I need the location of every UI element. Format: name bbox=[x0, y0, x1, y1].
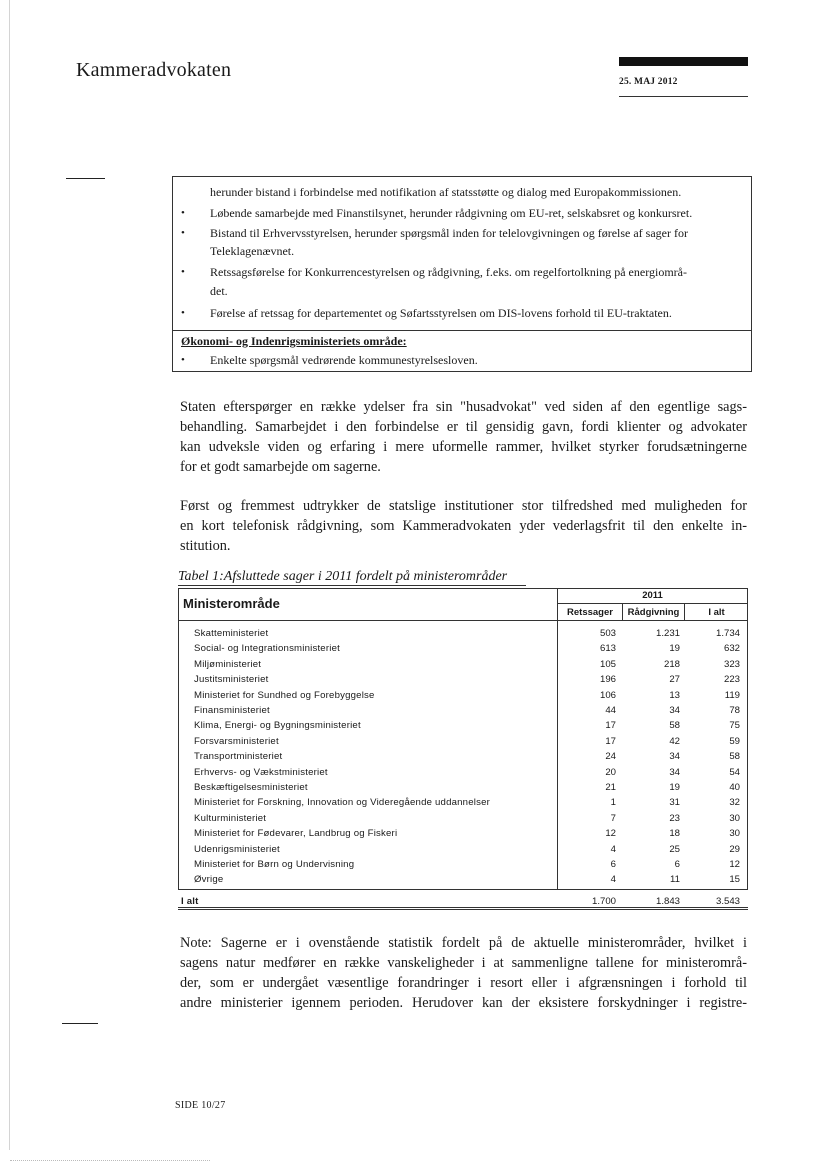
ministry-name: Transportministeriet bbox=[194, 751, 283, 763]
header-bar bbox=[619, 57, 748, 66]
total-label: I alt bbox=[181, 896, 199, 907]
list-item-text: Retssagsførelse for Konkurrencestyrelsen og rådgivning, f.eks. om regelfortolkning på energiområ- bbox=[210, 265, 687, 279]
ministry-name: Beskæftigelsesministeriet bbox=[194, 782, 308, 793]
cell-raadgivning: 13 bbox=[669, 689, 680, 701]
scan-edge-dots bbox=[10, 1160, 210, 1161]
list-item-text: Førelse af retssag for departementet og Søfartsstyrelsen om DIS-lovens forhold til EU-traktaten. bbox=[210, 306, 672, 320]
ministry-name: Ministeriet for Forskning, Innovation og Videregående uddannelser bbox=[194, 797, 491, 809]
cell-raadgivning: 1.231 bbox=[655, 628, 680, 639]
cell-retssager: 503 bbox=[599, 628, 616, 639]
cell-ialt: 223 bbox=[723, 674, 740, 686]
scan-edge-line bbox=[9, 0, 10, 1150]
header-date: 25. MAJ 2012 bbox=[619, 77, 678, 87]
caption-underline bbox=[178, 585, 526, 586]
table-year-header: 2011 bbox=[642, 590, 663, 601]
cell-ialt: 58 bbox=[729, 751, 740, 763]
cell-raadgivning: 25 bbox=[669, 843, 680, 855]
margin-mark bbox=[66, 178, 105, 179]
table-header-rule bbox=[178, 620, 748, 621]
total-retssager: 1.700 bbox=[591, 896, 616, 907]
total-raadgivning: 1.843 bbox=[655, 896, 680, 907]
page-number: SIDE 10/27 bbox=[175, 1100, 226, 1111]
list-item-text: herunder bistand i forbindelse med notifikation af statsstøtte og dialog med Europakommissionen. bbox=[210, 185, 682, 199]
cell-raadgivning: 27 bbox=[669, 674, 680, 686]
ministry-name: Klima, Energi- og Bygningsministeriet bbox=[194, 720, 361, 732]
cell-raadgivning: 34 bbox=[669, 766, 680, 778]
cell-raadgivning: 18 bbox=[669, 828, 680, 840]
cell-raadgivning: 42 bbox=[669, 735, 680, 747]
cell-ialt: 632 bbox=[723, 643, 740, 655]
cell-ialt: 40 bbox=[729, 782, 740, 793]
cell-raadgivning: 58 bbox=[669, 720, 680, 732]
cell-retssager: 613 bbox=[599, 643, 616, 655]
list-item-text: Bistand til Erhvervsstyrelsen, herunder spørgsmål inden for telelovgivningen og førelse af sager for bbox=[210, 226, 688, 240]
paragraph-line: Note: Sagerne er i ovenstående statistik fordelt på de aktuelle ministerområder, hvilket i bbox=[180, 935, 747, 951]
ministry-name: Erhvervs- og Vækstministeriet bbox=[194, 766, 328, 778]
cell-ialt: 12 bbox=[729, 859, 740, 870]
cell-retssager: 1 bbox=[610, 797, 616, 809]
cell-retssager: 105 bbox=[599, 658, 616, 670]
paragraph-line: stitution. bbox=[180, 538, 231, 554]
paragraph-line: for et godt samarbejde om sagerne. bbox=[180, 459, 381, 475]
table-caption: Tabel 1:Afsluttede sager i 2011 fordelt på ministerområder bbox=[178, 569, 508, 584]
cell-retssager: 4 bbox=[610, 843, 616, 855]
paragraph-line: Staten efterspørger en række ydelser fra sin "husadvokat" ved siden af den egentlige sags- bbox=[180, 399, 747, 415]
margin-mark bbox=[62, 1023, 98, 1024]
cell-retssager: 44 bbox=[605, 705, 616, 716]
box-section-heading: Økonomi- og Indenrigsministeriets område: bbox=[181, 334, 407, 348]
ministry-name: Forsvarsministeriet bbox=[194, 735, 279, 747]
ministry-name: Ministeriet for Sundhed og Forebyggelse bbox=[194, 689, 375, 701]
cell-retssager: 7 bbox=[610, 812, 616, 824]
cell-raadgivning: 218 bbox=[663, 658, 680, 670]
bullet-icon: • bbox=[181, 266, 185, 278]
cell-retssager: 17 bbox=[605, 735, 616, 747]
ministry-name: Finansministeriet bbox=[194, 705, 270, 716]
cell-retssager: 24 bbox=[605, 751, 616, 763]
paragraph-line: der, som er undergået væsentlige forandringer i resort eller i afgrænsningen i forhold til bbox=[180, 975, 747, 991]
paragraph-line: sagens natur medfører en række vanskeligheder i at sammenligne tallene for ministerområ- bbox=[180, 955, 747, 971]
paragraph-line: Først og fremmest udtrykker de statslige institutioner stor tilfredshed med muligheden for bbox=[180, 498, 747, 514]
cell-retssager: 17 bbox=[605, 720, 616, 732]
cell-raadgivning: 19 bbox=[669, 643, 680, 655]
ministry-name: Ministeriet for Børn og Undervisning bbox=[194, 859, 355, 870]
column-header-ialt: I alt bbox=[708, 607, 725, 618]
cell-raadgivning: 34 bbox=[669, 751, 680, 763]
list-item-text: det. bbox=[210, 284, 228, 298]
header-rule bbox=[619, 96, 748, 97]
paragraph-line: kan udveksle viden og erfaring i mere uformelle rammer, hvilket styrker forudsætningerne bbox=[180, 439, 747, 455]
cell-ialt: 59 bbox=[729, 735, 740, 747]
ministry-name: Miljøministeriet bbox=[194, 658, 262, 670]
cell-ialt: 75 bbox=[729, 720, 740, 732]
cell-raadgivning: 11 bbox=[670, 874, 680, 886]
cell-retssager: 20 bbox=[605, 766, 616, 778]
cell-raadgivning: 19 bbox=[669, 782, 680, 793]
cell-raadgivning: 6 bbox=[674, 859, 680, 870]
list-item-text: Enkelte spørgsmål vedrørende kommunestyrelsesloven. bbox=[210, 353, 478, 367]
cell-ialt: 1.734 bbox=[715, 628, 740, 639]
total-ialt: 3.543 bbox=[715, 896, 740, 907]
column-header-raadgivning: Rådgivning bbox=[627, 607, 680, 618]
paragraph-line: en kort telefonisk rådgivning, som Kammeradvokaten yder vederlagsfrit til den enkelte in- bbox=[180, 518, 747, 534]
paragraph bbox=[180, 496, 747, 556]
ministry-name: Skatteministeriet bbox=[194, 628, 269, 639]
ministry-name: Ministeriet for Fødevarer, Landbrug og Fiskeri bbox=[194, 828, 398, 840]
list-item-text: Teleklagenævnet. bbox=[210, 244, 295, 258]
ministry-name: Kulturministeriet bbox=[194, 812, 267, 824]
cell-retssager: 12 bbox=[605, 828, 616, 840]
bullet-icon: • bbox=[181, 354, 185, 366]
total-rule bbox=[178, 909, 748, 910]
cell-retssager: 106 bbox=[599, 689, 616, 701]
box-divider bbox=[172, 330, 752, 331]
cell-ialt: 119 bbox=[724, 689, 740, 701]
cell-ialt: 15 bbox=[729, 874, 740, 886]
paragraph bbox=[180, 397, 747, 477]
cell-ialt: 30 bbox=[729, 828, 740, 840]
ministry-name: Justitsministeriet bbox=[194, 674, 269, 686]
cell-retssager: 196 bbox=[599, 674, 616, 686]
table-column-divider bbox=[557, 588, 558, 890]
ministry-name: Social- og Integrationsministeriet bbox=[194, 643, 340, 655]
cell-ialt: 30 bbox=[729, 812, 740, 824]
list-item-text: Løbende samarbejde med Finanstilsynet, herunder rådgivning om EU-ret, selskabsret og konkursret. bbox=[210, 206, 693, 220]
paragraph-line: behandling. Samarbejdet i den forbindelse er til gensidig gavn, fordi klienter og advokater bbox=[180, 419, 747, 435]
page-header-org: Kammeradvokaten bbox=[76, 59, 232, 81]
ministry-name: Øvrige bbox=[194, 874, 224, 886]
cell-raadgivning: 31 bbox=[669, 797, 680, 809]
bullet-icon: • bbox=[181, 307, 185, 319]
table-year-rule bbox=[557, 603, 748, 604]
cell-ialt: 29 bbox=[729, 843, 740, 855]
cell-ialt: 32 bbox=[729, 797, 740, 809]
table-title: Ministerområde bbox=[183, 596, 280, 611]
cell-ialt: 54 bbox=[729, 766, 740, 778]
paragraph-line: andre ministerier igennem perioden. Herudover kan der eksistere forskydninger i registre- bbox=[180, 995, 747, 1011]
cell-ialt: 323 bbox=[723, 658, 740, 670]
cell-raadgivning: 23 bbox=[669, 812, 680, 824]
cell-retssager: 4 bbox=[610, 874, 616, 886]
bullet-icon: • bbox=[181, 227, 185, 239]
cell-ialt: 78 bbox=[729, 705, 740, 716]
cell-raadgivning: 34 bbox=[669, 705, 680, 716]
ministry-name: Udenrigsministeriet bbox=[194, 843, 280, 855]
note-paragraph bbox=[180, 933, 747, 1013]
column-header-retssager: Retssager bbox=[567, 607, 613, 618]
cell-retssager: 21 bbox=[605, 782, 616, 793]
cell-retssager: 6 bbox=[610, 859, 616, 870]
bullet-icon: • bbox=[181, 207, 185, 219]
